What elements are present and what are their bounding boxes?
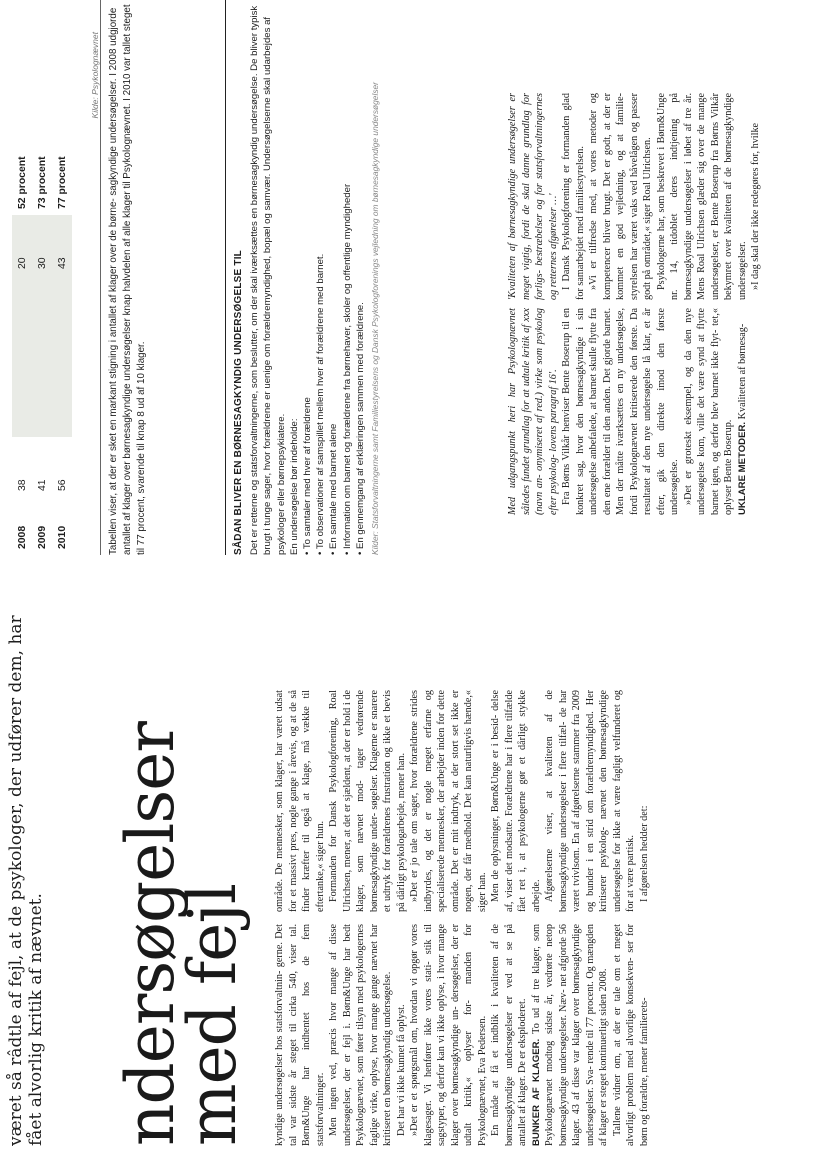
paragraph [638,690,652,912]
paragraph [489,690,543,912]
top-deck [6,615,46,1146]
paragraph [587,93,655,300]
info-box-intro: Det er retterne og statsforvaltningerne, som beslutter, om der skal iværksættes en børnesagkyndig undersøgelse. De bliver typisk brugt i tunge sager, hvor forældrene er uenige om forældremyndighed, bopæl og samvær. Undersøgelserne skal udarbejdes af psykologer eller børnepsykiatere. [249,5,287,555]
table-cell [32,275,52,437]
paragraph-text: I Dansk Psykologforening er formanden glad for samarbejdet med familiestyrelsen. [561,93,586,300]
table-cell: 2009 [36,525,48,549]
info-box [225,0,382,555]
text-column-4 [506,93,763,300]
table-row [32,43,52,555]
paragraph-text: »Vi er tilfredse med, at vores metoder og kompetencer bliver brugt. Det er godt, at der er kommet en god vejledning, og at familie- styrelsen har været vaks ved håvelågen og passer godt på området,« siger Roal Ulrichsen. [588,93,653,300]
table-cell [52,275,72,437]
caption-text: Tabellen viser, at der er sket en markant stigning i antallet af klager over de børne- sagkyndige undersøgelser. I 2008 udgjorde antallet af klager over børnesagkyndige undersøgelser knap halvdelen af alle klager til Psykolognævnet. I 2010 var tallet steget til 77 procent, svarende til knap 8 ud af 10 klager. [108,4,147,555]
quote: Med udgangspunkt heri har Psykolognævnet således fundet grundlag for at udtale kritik af xxx (navn an- onymiseret af red.) virke som psykolog efter psykolog- lovens paragraf 16'. [507,308,559,515]
info-box-title: SÅDAN BLIVER EN BØRNESAGKYNDIG UNDERSØGELSE TIL [233,250,244,555]
paragraph [273,690,327,912]
table-cell: 43 [52,215,72,275]
info-box-source: Kilder: Statsforvaltningerne samt Familiestyrelsens og Dansk Psykologforenings vejledning om børnesagkyndige undersøgelser [370,82,381,555]
paragraph [655,93,750,300]
paragraph [408,690,489,912]
headline-line: med fejl [174,884,251,1146]
paragraph-text: »I dag skal der ikke redegøres for, hvilke [750,122,761,290]
list-item: • To samtaler med hver af forældrene [302,397,314,555]
table-row [12,43,32,555]
list-item: • To observationer af samspillet mellem hver af forældrene med barnet. [315,253,327,555]
paragraph-text: Psykologerne har, som beskrevet i Børn&Unge nr. 14, tidoblet deres indtjening på børnesagkyndige undersøgelser i løbet af tre år. Mens Roal Ulrichsen glæder sig over de mange undersøgelser, er Bente Boserup fra Børns Vilkår bekymret over kvaliteten af de børnesagkyndige undersøgelser. [655,93,748,300]
table-cell: 41 [36,479,48,491]
paragraph-text: »Det er et spørgsmål om, hvordan vi opgør vores klagesager. Vi henfører ikke vores stati- stik til sagstyper, og derfor kan vi ikke oplyse, i hvor mange klager over børnesagkyndige un- dersøgelser, der er udtalt kritik,« oplyser for- manden for Psykolognævnet, Eva Pedersen. [409,924,488,1146]
list-item: • En gennemgang af erklæringen sammen med forældrene. [354,302,366,555]
paragraph-text: I afgørelsen hedder det: [638,805,650,902]
paragraph-text: »Det er groteskt eksempel, og da den nye undersøgelse kom, ville det være synd at flytte barnet igen, og derfor blev barnet ikke flyt- tet,« oplyser Bente Boserup. [682,308,734,515]
table-source: Kilde: Psykolognævnet [90,32,100,119]
paragraph [560,308,682,515]
paragraph [560,93,587,300]
paragraph-text: »Det er jo tale om sager, hvor forældrene strides indbyrdes, og det er nogle meget erfarne og specialiserede mennesker, der arbejder inden for dette område. Det er mit indtryk, at der stort set ikke er nogen, der får medhold. Det kan naturligvis hænde,« siger han. [409,690,488,912]
table-cell: 56 [56,479,68,491]
table-cell: 2010 [56,525,68,549]
paragraph-text: Tallene vidner om, at der er tale om et meget alvorligt problem med alvorlige konsekven- ser for børn og forældre, mener familierets- [611,924,650,1146]
paragraph-text: kyndige undersøgelser hos statsforvaltnin- gerne. Det tal var sidste år steget til cirka 540, viser tal. Børn&Unge har indhentet hos de fem statsforvaltninger. [274,924,326,1146]
paragraph-text: Det har vi ikke kunnet få oplyst. [395,1004,407,1136]
text-column-1 [273,924,651,1146]
table-cell: 73 procent [36,156,48,209]
quote: 'Kvaliteten af børnesagkyndige undersøgelser er meget vigtig, fordi de skal danne grundlag for forligs- bestræbelser og for statsforvaltningernes og retternes afgørelser …' [507,93,559,300]
paragraph [489,924,530,1146]
paragraph-text: To ud af tre klager, som Psykolognævnet modtog sidste år, vedrørte netop børnesagkyndige undersøgelser. Næv- net afgjorde 56 klager. 43 af disse var klager over børnesagkyndige undersøgelser. Sva- rende til 77 procent. Og mængden af klager er steget kontinuerligt siden 2008. [530,924,609,1146]
paragraph [749,93,763,300]
paragraph-text: område. De mennesker, som klager, har været udsat for et massivt pres, nogle gange i årevis, og at de så finder kræfter til også at klage, må vække til eftertanke,« siger hun. [274,690,326,912]
paragraph [736,308,750,515]
paragraph [506,93,560,300]
paragraph [682,308,736,515]
paragraph-text: Afgørelserne viser, at kvaliteten af de børnesagkyndige undersøgelser i flere tilfæl- de har været tvivlsom. En af afgørelserne stammer fra 2009 og bunder i en strid om forældremyndighed. Her kritiserer psykolog- nævnet den børnesagkyndige undersøgelse for ikke at være fagligt velfunderet og for at være partisk. [544,690,636,912]
subheading: UKLARE METODER. [736,421,748,515]
table-cell: 38 [16,479,28,491]
paragraph [611,924,652,1146]
paragraph-text: Kvaliteten af børnesag- [736,323,748,422]
headline-line: ndersøgelser [112,722,189,1146]
text-column-3 [506,308,749,515]
subheading: BUNKER AF KLAGER. [530,1038,542,1146]
paragraph-text: En måde at få et indblik i kvaliteten af de børnesagkyndige undersøgelser er ved at se på antallet af klager. De er eksploderet. [490,924,528,1146]
table-cell: 77 procent [56,156,68,209]
paragraph [395,924,409,1146]
paragraph-text: Formanden for Dansk Psykologforening, Roal Ulrichsen, mener, at det er sjældent, at der er hold i de klager, som nævnet mod- tager vedrørende børnesagkyndige under- søgelser. Klagerne er snarere et udtryk for forældrenes frustration og ikke et bevis på dårligt psykologarbejde, mener han. [328,690,407,912]
table-cell: 30 [32,215,52,275]
paragraph [506,308,560,515]
paragraph [543,690,638,912]
table-cell: 20 [12,215,32,275]
top-deck-line: fået alvorlig kritik af nævnet. [26,893,46,1146]
paragraph-text: Men ingen ved, præcis hvor mange af disse undersøgelser, der er fejl i. Børn&Unge har bedt Psykolognævnet, som fører tilsyn med psykologernes faglige virke, oplyse, hvor mange gange nævnet har kritiseret en børnesagkyndig undersøgelse. [328,924,393,1146]
paragraph [408,924,489,1146]
table-row [52,43,72,555]
text-column-2 [273,690,651,912]
list-item: • En samtale med barnet alene [328,423,340,555]
data-table [12,43,72,555]
paragraph [530,924,611,1146]
paragraph [327,690,408,912]
paragraph [327,924,395,1146]
article-headline [112,722,251,1146]
table-cell: 2008 [16,525,28,549]
paragraph-text: Fra Børns Vilkår henviser Bente Boserup til en konkret sag, hvor den børnesagkyndige i sin undersøgelse anbefalede, at barnet skulle flytte fra den ene forælder til den anden. Det gjorde barnet. Men der måtte iværksættes en ny undersøgelse, fordi Psykolognævnet kritiserede den første. Da resultatet af den nye undersøgelse lå klar, et år efter, gik den direkte imod den første undersøgelse. [561,308,680,515]
info-box-lead: En undersøgelse bør indeholde: [288,418,300,555]
top-deck-line: været så râdtle af fejl, at de psykologer, der udfører dem, har [6,615,26,1146]
paragraph-text: Men de oplysninger, Børn&Unge er i besid- delse af, viser det modsatte. Forældrene har i flere tilfælde fået ret i, at psykologerne gør et dårligt stykke arbejde. [490,690,542,912]
complaints-table [12,0,72,555]
info-box-bullets [301,0,367,555]
table-cell: 52 procent [16,156,28,209]
table-caption [90,0,149,555]
table-cell [12,275,32,437]
list-item: • Information om barnet og forældrene fra børnehaver, skoler og offentlige myndigheder [341,183,353,555]
paragraph [273,924,327,1146]
